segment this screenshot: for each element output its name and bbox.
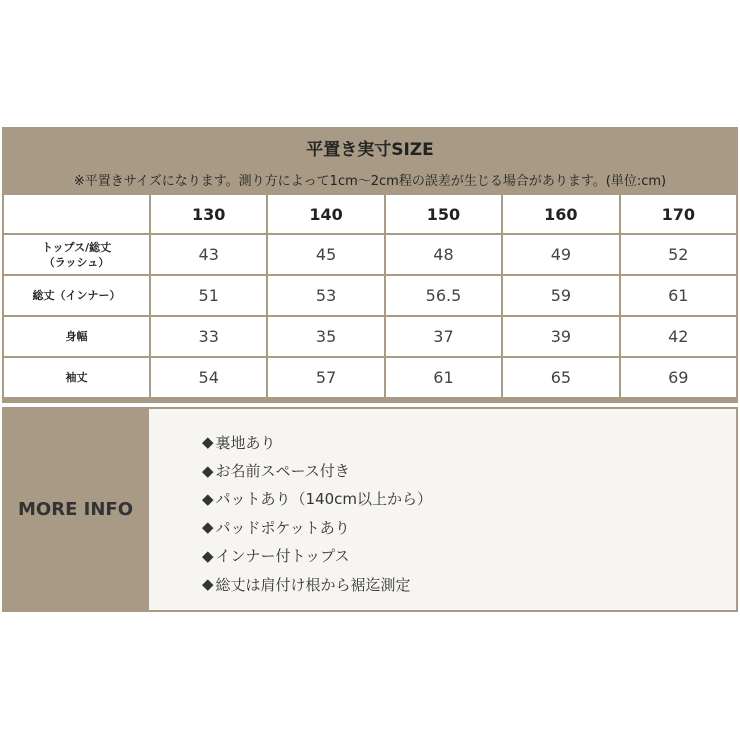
table-cell: 59 [503, 276, 618, 315]
size-col-header: 170 [621, 195, 736, 233]
table-cell: 33 [151, 317, 266, 356]
table-row [4, 358, 736, 397]
row-label-line: 身幅 [65, 330, 88, 343]
more-info-panel [149, 409, 736, 610]
table-cell: 48 [386, 235, 501, 274]
list-item [202, 485, 736, 513]
size-col-header: 140 [268, 195, 383, 233]
size-table-header [2, 127, 738, 195]
list-item-text: 総丈は肩付け根から裾迄測定 [215, 575, 411, 594]
table-cell: 54 [151, 358, 266, 397]
list-item [202, 456, 736, 484]
size-col-header: 150 [386, 195, 501, 233]
table-cell: 69 [621, 358, 736, 397]
list-item-text: パットあり（140cm以上から） [215, 490, 433, 509]
diamond-bullet-icon: ◆ [202, 433, 214, 452]
table-cell: 49 [503, 235, 618, 274]
row-label-line: トップス/総丈 [41, 240, 112, 254]
table-cell: 57 [268, 358, 383, 397]
table-cell: 53 [268, 276, 383, 315]
row-label [4, 276, 149, 315]
row-label [4, 358, 149, 397]
table-cell: 61 [621, 276, 736, 315]
table-row [4, 235, 736, 274]
list-item [202, 542, 736, 570]
size-col-header: 160 [503, 195, 618, 233]
row-label [4, 235, 149, 274]
size-col-header: 130 [151, 195, 266, 233]
table-cell: 35 [268, 317, 383, 356]
table-cell: 61 [386, 358, 501, 397]
table-cell: 37 [386, 317, 501, 356]
diamond-bullet-icon: ◆ [202, 518, 214, 537]
table-cell: 45 [268, 235, 383, 274]
diamond-bullet-icon: ◆ [202, 546, 214, 565]
size-table-title: 平置き実寸SIZE [306, 140, 434, 160]
row-label-line: 袖丈 [65, 371, 88, 384]
table-cell: 43 [151, 235, 266, 274]
corner-cell [4, 195, 149, 233]
list-item-text: パッドポケットあり [215, 518, 350, 537]
diamond-bullet-icon: ◆ [202, 489, 214, 508]
table-cell: 51 [151, 276, 266, 315]
table-cell: 56.5 [386, 276, 501, 315]
table-cell: 42 [621, 317, 736, 356]
row-label [4, 317, 149, 356]
list-item [202, 428, 736, 456]
table-cell: 39 [503, 317, 618, 356]
list-item-text: インナー付トップス [215, 547, 350, 566]
size-header-row [4, 195, 736, 233]
more-info-label: MORE INFO [18, 499, 133, 520]
size-table-block [2, 127, 738, 403]
table-row [4, 317, 736, 356]
table-cell: 52 [621, 235, 736, 274]
list-item-text: お名前スペース付き [215, 462, 350, 481]
more-info-block [2, 407, 738, 612]
row-label-line: （ラッシュ） [43, 255, 110, 269]
list-item [202, 570, 736, 598]
list-item [202, 513, 736, 541]
table-cell: 65 [503, 358, 618, 397]
table-row [4, 276, 736, 315]
list-item-text: 裏地あり [215, 433, 276, 452]
row-label-line: 総丈（インナー） [32, 289, 121, 302]
size-table-note: ※平置きサイズになります。測り方によって1cm～2cm程の誤差が生じる場合があります。(単位:cm) [73, 174, 667, 189]
diamond-bullet-icon: ◆ [202, 461, 214, 480]
size-table [2, 193, 738, 399]
diamond-bullet-icon: ◆ [202, 575, 214, 594]
